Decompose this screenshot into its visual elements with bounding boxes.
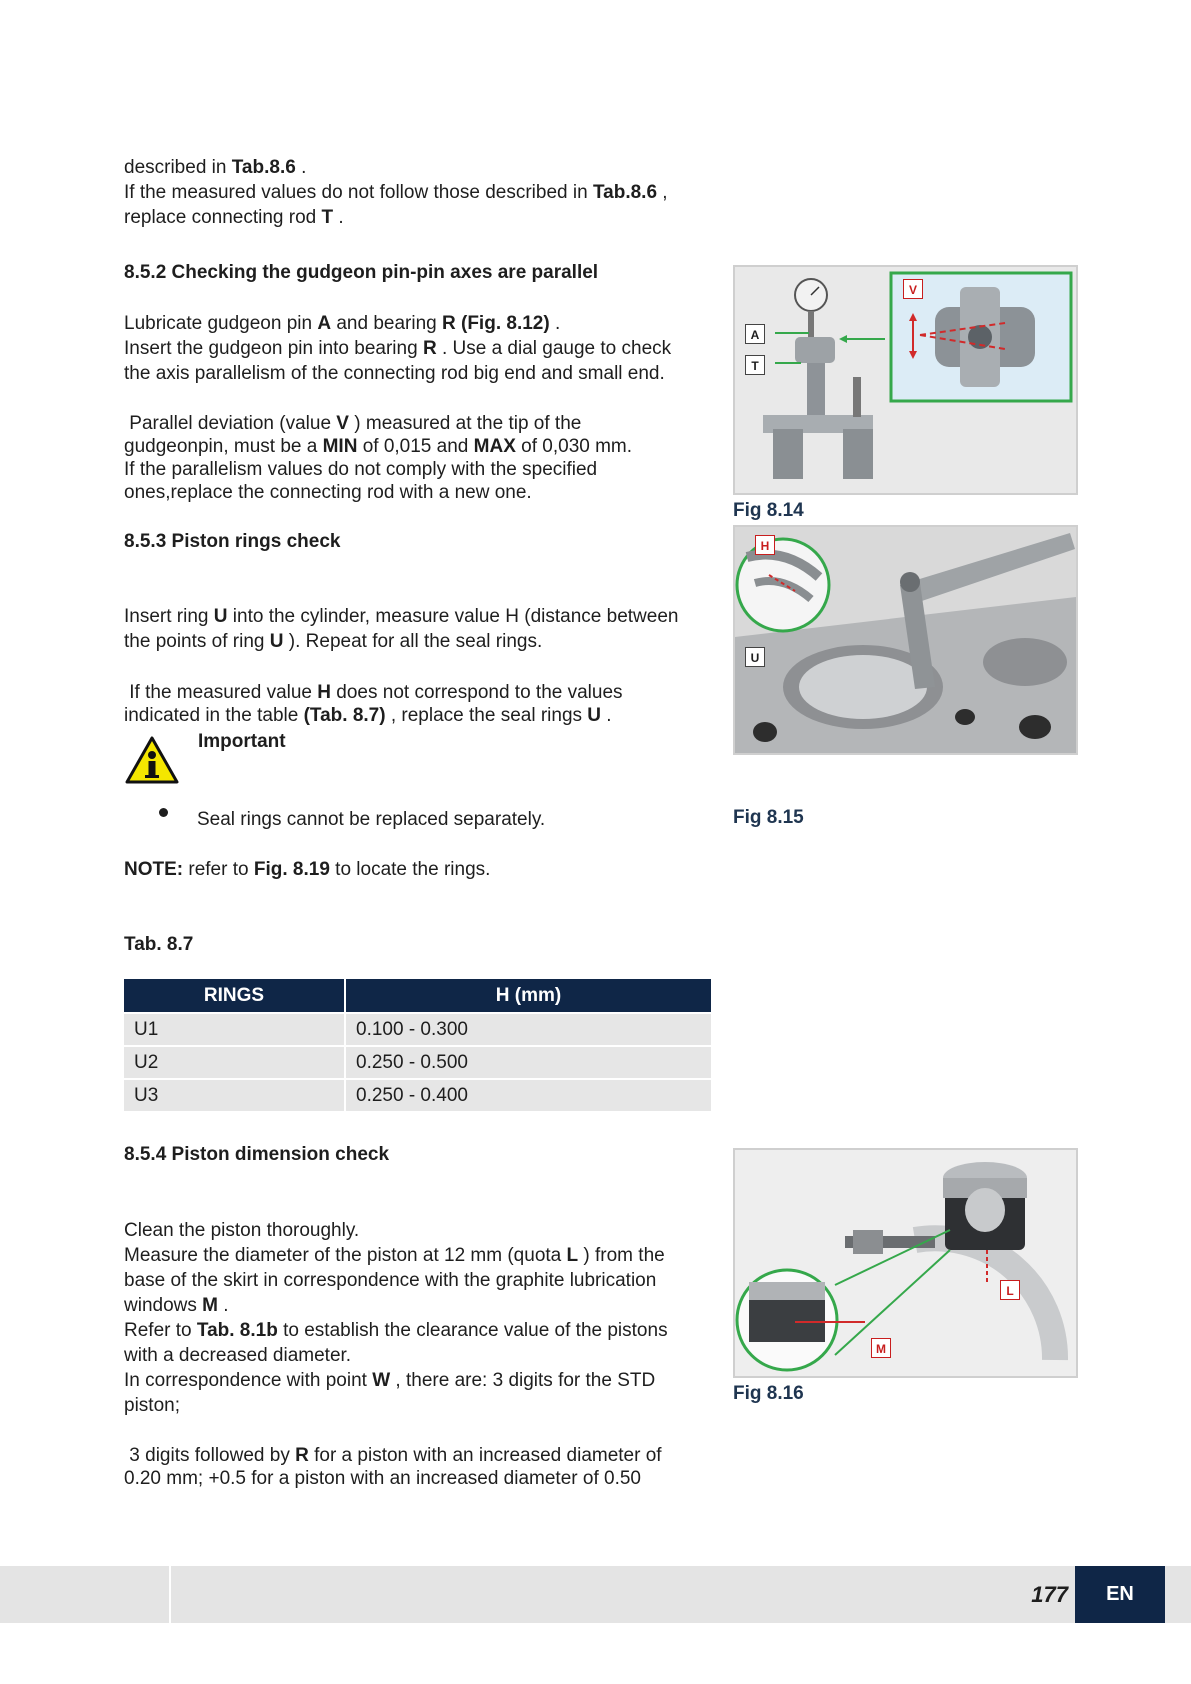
s854-line-2: Measure the diameter of the piston at 12 mm (quota L ) from the bbox=[124, 1245, 665, 1266]
s854-line-8: piston; bbox=[124, 1395, 180, 1416]
rings-table bbox=[124, 979, 711, 1111]
s853-line-3: If the measured value H does not correspond to the values bbox=[124, 682, 623, 703]
note-line: NOTE: refer to Fig. 8.19 to locate the rings. bbox=[124, 859, 491, 880]
table-cell: U2 bbox=[124, 1046, 345, 1079]
figure-label: L bbox=[1000, 1280, 1020, 1300]
table-caption: Tab. 8.7 bbox=[124, 934, 194, 955]
table-cell: 0.100 - 0.300 bbox=[345, 1013, 711, 1046]
footer-bar bbox=[0, 1566, 1191, 1623]
figure-label: A bbox=[745, 324, 765, 344]
s854-line-3: base of the skirt in correspondence with the graphite lubrication bbox=[124, 1270, 657, 1291]
section-heading-8-5-4: 8.5.4 Piston dimension check bbox=[124, 1144, 390, 1165]
intro-line-3: replace connecting rod T . bbox=[124, 207, 344, 228]
table-cell: 0.250 - 0.400 bbox=[345, 1079, 711, 1111]
s854-line-10: 0.20 mm; +0.5 for a piston with an increased diameter of 0.50 bbox=[124, 1468, 641, 1489]
figure-caption-8-14: Fig 8.14 bbox=[733, 500, 804, 521]
s854-line-1: Clean the piston thoroughly. bbox=[124, 1220, 360, 1241]
language-badge: EN bbox=[1075, 1566, 1165, 1623]
figure-label: V bbox=[903, 279, 923, 299]
s852-line-3: the axis parallelism of the connecting rod big end and small end. bbox=[124, 363, 665, 384]
s854-line-7: In correspondence with point W , there are: 3 digits for the STD bbox=[124, 1370, 656, 1391]
table-row bbox=[124, 1079, 711, 1111]
bullet-item: Seal rings cannot be replaced separately. bbox=[197, 809, 546, 830]
piston-measurement-illustration bbox=[735, 1150, 1076, 1376]
table-cell: 0.250 - 0.500 bbox=[345, 1046, 711, 1079]
footer-divider bbox=[169, 1566, 171, 1623]
figure-label: T bbox=[745, 355, 765, 375]
s852-line-1: Lubricate gudgeon pin A and bearing R (Fig. 8.12) . bbox=[124, 313, 561, 334]
s854-line-5: Refer to Tab. 8.1b to establish the clearance value of the pistons bbox=[124, 1320, 668, 1341]
s854-line-9: 3 digits followed by R for a piston with an increased diameter of bbox=[124, 1445, 662, 1466]
s854-line-4: windows M . bbox=[124, 1295, 229, 1316]
table-cell: U3 bbox=[124, 1079, 345, 1111]
table-row bbox=[124, 1046, 711, 1079]
intro-line-2: If the measured values do not follow those described in Tab.8.6 , bbox=[124, 182, 668, 203]
page-number: 177 bbox=[1031, 1582, 1068, 1607]
figure-caption-8-15: Fig 8.15 bbox=[733, 807, 804, 828]
important-label: Important bbox=[198, 731, 286, 752]
s853-line-2: the points of ring U ). Repeat for all the seal rings. bbox=[124, 631, 543, 652]
s853-line-1: Insert ring U into the cylinder, measure value H (distance between bbox=[124, 606, 679, 627]
s853-line-4: indicated in the table (Tab. 8.7) , replace the seal rings U . bbox=[124, 705, 612, 726]
s852-line-2: Insert the gudgeon pin into bearing R . Use a dial gauge to check bbox=[124, 338, 672, 359]
section-heading-8-5-2: 8.5.2 Checking the gudgeon pin-pin axes are parallel bbox=[124, 262, 599, 283]
warning-info-icon bbox=[124, 735, 180, 785]
s852-line-4: Parallel deviation (value V ) measured at the tip of the bbox=[124, 413, 582, 434]
s852-line-7: ones,replace the connecting rod with a new one. bbox=[124, 482, 532, 503]
figure-8-14 bbox=[733, 265, 1078, 495]
s852-line-5: gudgeonpin, must be a MIN of 0,015 and MAX of 0,030 mm. bbox=[124, 436, 633, 457]
figure-8-15 bbox=[733, 525, 1078, 755]
s854-line-6: with a decreased diameter. bbox=[124, 1345, 352, 1366]
table-header-rings: RINGS bbox=[124, 979, 345, 1013]
s852-line-6: If the parallelism values do not comply with the specified bbox=[124, 459, 598, 480]
figure-label: U bbox=[745, 647, 765, 667]
piston-ring-cylinder-illustration bbox=[735, 527, 1076, 753]
figure-label: M bbox=[871, 1338, 891, 1358]
figure-caption-8-16: Fig 8.16 bbox=[733, 1383, 804, 1404]
intro-line-1: described in Tab.8.6 . bbox=[124, 157, 307, 178]
section-heading-8-5-3: 8.5.3 Piston rings check bbox=[124, 531, 341, 552]
table-row bbox=[124, 1013, 711, 1046]
table-header-h: H (mm) bbox=[345, 979, 711, 1013]
figure-8-16 bbox=[733, 1148, 1078, 1378]
bullet-dot bbox=[159, 808, 168, 817]
figure-label: H bbox=[755, 535, 775, 555]
dial-gauge-illustration bbox=[735, 267, 1076, 493]
table-cell: U1 bbox=[124, 1013, 345, 1046]
